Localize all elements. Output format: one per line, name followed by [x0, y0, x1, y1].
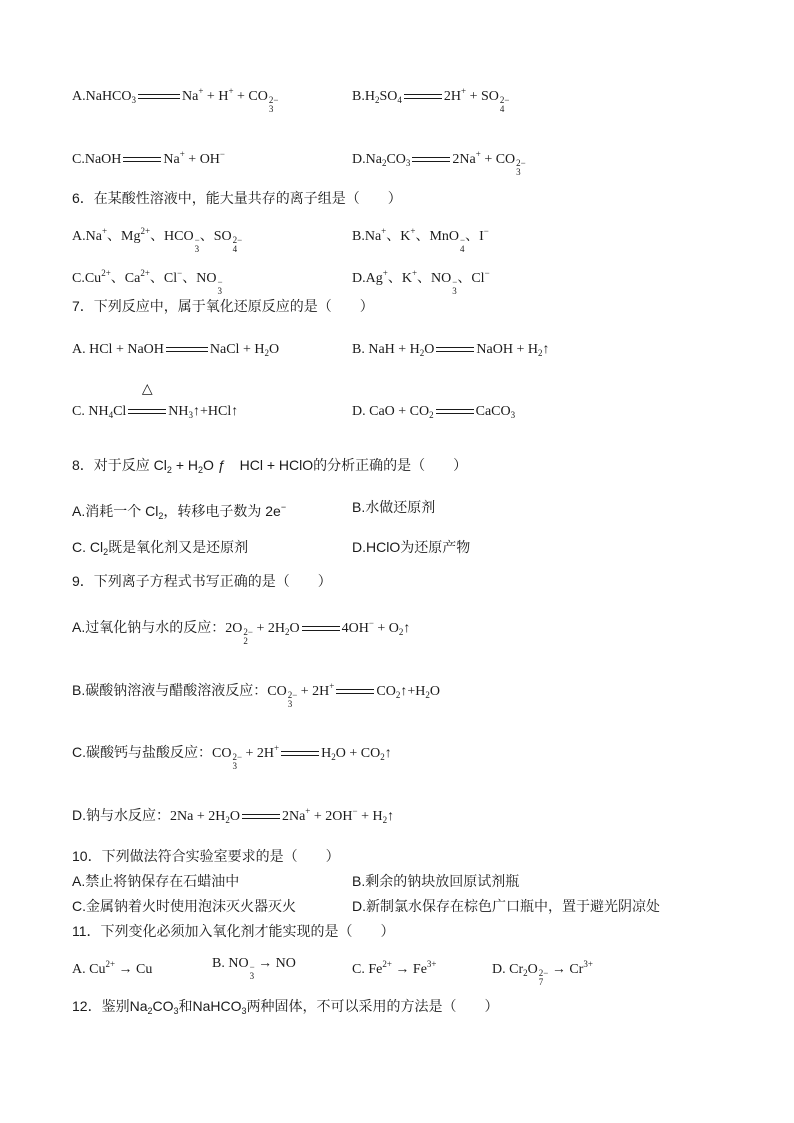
- q5-option-b: $B.H_2SO_4$ 2H+ + SO 2− 4: [352, 86, 510, 114]
- q6-option-b: B.Na+、K+、MnO − 4 、I−: [352, 226, 489, 254]
- q11-option-a: A. $Cu^{2+} \to Cu$: [72, 959, 153, 977]
- q7-option-a: A. HCl + NaOH NaCl + $H_2O$: [72, 342, 280, 358]
- q5-option-d: $D.Na_2CO_3$ 2Na+ + CO 2− 3: [352, 149, 526, 177]
- q9-option-b: B.碳酸钠溶液与醋酸溶液反应：CO 2− 3 + 2H+ $CO_2↑+H_2O$: [72, 681, 440, 709]
- q8-stem: 8．对于反应 $Cl_2 + H_2O$ ƒ HCl + HClO的分析正确的是（ ）: [72, 457, 468, 475]
- q9-option-d: D.钠与水反应：$2Na + 2H_2O$ $2Na^+ + 2OH^- + H_2↑$: [72, 806, 395, 825]
- q12-stem: 12．鉴别$Na_2CO_3$和NaHCO$_3$两种固体，不可以采用的方法是（ ）: [72, 998, 499, 1016]
- q9-stem: 9．下列离子方程式书写正确的是（ ）: [72, 573, 332, 589]
- q5-option-a: A.NaHCO$_3$ Na+ + H+ + CO 2− 3: [72, 86, 279, 114]
- q8-option-b: B.水做还原剂: [352, 499, 436, 515]
- q6-option-a: A.Na+、$Mg^{2+}$、HCO − 3 、SO 2− 4: [72, 226, 243, 254]
- q8-option-c: C. $Cl_2$既是氧化剂又是还原剂: [72, 539, 249, 557]
- q11-option-d: D. $Cr_2O$ 2− 7 → $Cr^{3+}$: [492, 959, 593, 987]
- q9-option-c: C.碳酸钙与盐酸反应：CO 2− 3 + 2H+ $H_2O$ + $CO_2↑$: [72, 743, 392, 771]
- q10-stem: 10．下列做法符合实验室要求的是（ ）: [72, 848, 340, 864]
- q7-option-b: B. NaH + $H_2O$ NaOH + $H_2↑$: [352, 342, 550, 358]
- heat-symbol: △: [141, 382, 153, 397]
- q11-stem: 11．下列变化必须加入氧化剂才能实现的是（ ）: [72, 923, 395, 939]
- q11-option-c: C. $Fe^{2+} \to Fe^{3+}$: [352, 959, 437, 977]
- q7-option-d: D. CaO + $CO_2$ CaCO$_3$: [352, 404, 516, 420]
- q6-option-c: $C.Cu^{2+}$、$Ca^{2+}$、Cl−、NO − 3: [72, 268, 223, 296]
- q7-option-c: C. $NH_4Cl$ △ $NH_3↑+HCl↑$: [72, 382, 239, 421]
- q6-option-d: D.Ag+、K+、NO − 3 、Cl−: [352, 268, 490, 296]
- q5-option-c: C.NaOH Na+ + OH−: [72, 149, 225, 167]
- q10-option-a: A.禁止将钠保存在石蜡油中: [72, 873, 240, 889]
- q6-stem: 6．在某酸性溶液中，能大量共存的离子组是（ ）: [72, 190, 402, 206]
- q7-stem: 7．下列反应中，属于氧化还原反应的是（ ）: [72, 298, 374, 314]
- q11-option-b: B. NO − 3 → NO: [212, 956, 296, 981]
- q10-option-c: C.金属钠着火时使用泡沫灭火器灭火: [72, 898, 296, 914]
- q9-option-a: A.过氧化钠与水的反应：2O 2− 2 + $2H_2O$ $4OH^- + O_2↑$: [72, 618, 411, 646]
- q10-option-d: D.新制氯水保存在棕色广口瓶中，置于避光阴凉处: [352, 898, 660, 914]
- q10-option-b: B.剩余的钠块放回原试剂瓶: [352, 873, 520, 889]
- q8-option-a: A.消耗一个 $Cl_2$，转移电子数为 2e−: [72, 502, 287, 521]
- q8-option-d: D.HClO为还原产物: [352, 539, 471, 555]
